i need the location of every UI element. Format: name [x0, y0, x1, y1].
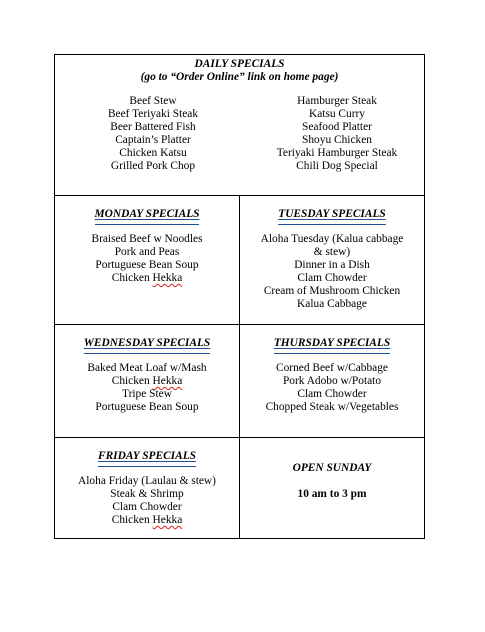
thursday-item: Pork Adobo w/Potato: [282, 375, 382, 387]
wednesday-heading: WEDNESDAY SPECIALS: [83, 337, 211, 349]
daily-item: Beef Teriyaki Steak: [107, 108, 199, 120]
wednesday-item: Baked Meat Loaf w/Mash: [87, 362, 207, 374]
monday-item: Portuguese Bean Soup: [95, 259, 199, 271]
spellcheck-mark: Hekka: [152, 272, 183, 284]
daily-specials-title: DAILY SPECIALS: [194, 58, 285, 70]
daily-item: Katsu Curry: [309, 108, 365, 120]
monday-specials-cell: [55, 196, 239, 324]
thursday-item: Corned Beef w/Cabbage: [276, 362, 388, 374]
spellcheck-mark: Hekka: [152, 375, 183, 387]
daily-list-right: [247, 95, 427, 173]
wednesday-item: Chicken Hekka: [111, 375, 183, 387]
monday-heading: MONDAY SPECIALS: [94, 208, 200, 220]
daily-specials-cell: [55, 55, 424, 196]
wednesday-list: [55, 362, 239, 414]
wednesday-item: Tripe Stew: [122, 388, 172, 400]
thursday-specials-cell: [240, 325, 424, 437]
specials-table: [54, 54, 425, 539]
monday-list: [55, 233, 239, 285]
daily-item: Hamburger Steak: [297, 95, 377, 107]
daily-item: Chili Dog Special: [296, 160, 378, 172]
sunday-hours: 10 am to 3 pm: [297, 488, 367, 500]
friday-item: Chicken Hekka: [111, 514, 183, 526]
open-sunday-label: OPEN SUNDAY: [292, 462, 372, 474]
tuesday-heading: TUESDAY SPECIALS: [278, 208, 386, 220]
friday-list: [55, 475, 239, 527]
monday-item: Chicken Hekka: [111, 272, 183, 284]
wednesday-item: Portuguese Bean Soup: [95, 401, 199, 413]
daily-item: Shoyu Chicken: [302, 134, 372, 146]
friday-heading: FRIDAY SPECIALS: [97, 450, 196, 462]
daily-specials-subtitle: (go to “Order Online” link on home page): [140, 71, 339, 83]
friday-item: Clam Chowder: [112, 501, 182, 513]
spellcheck-mark: Hekka: [152, 514, 183, 526]
daily-item: Grilled Pork Chop: [110, 160, 196, 172]
tuesday-item: Kalua Cabbage: [297, 298, 367, 310]
daily-item: Captain’s Platter: [115, 134, 191, 146]
sunday-cell: [240, 438, 424, 538]
daily-item: Teriyaki Hamburger Steak: [276, 147, 398, 159]
tuesday-item: Aloha Tuesday (Kalua cabbage: [260, 233, 404, 245]
daily-item: Chicken Katsu: [119, 147, 187, 159]
thursday-item: Clam Chowder: [297, 388, 367, 400]
thursday-heading: THURSDAY SPECIALS: [273, 337, 391, 349]
tuesday-item: Cream of Mushroom Chicken: [263, 285, 401, 297]
daily-list-left: [55, 95, 251, 173]
thursday-item: Chopped Steak w/Vegetables: [265, 401, 399, 413]
thursday-list: [240, 362, 424, 414]
daily-item: Seafood Platter: [302, 121, 372, 133]
friday-item: Aloha Friday (Laulau & stew): [78, 475, 216, 487]
daily-item: Beef Stew: [129, 95, 177, 107]
tuesday-list: [240, 233, 424, 311]
wednesday-specials-cell: [55, 325, 239, 437]
friday-item: Steak & Shrimp: [110, 488, 184, 500]
daily-item: Beer Battered Fish: [110, 121, 196, 133]
tuesday-item: Clam Chowder: [297, 272, 367, 284]
tuesday-item: & stew): [313, 246, 351, 258]
monday-item: Braised Beef w Noodles: [91, 233, 203, 245]
tuesday-specials-cell: [240, 196, 424, 324]
monday-item: Pork and Peas: [114, 246, 180, 258]
tuesday-item: Dinner in a Dish: [294, 259, 370, 271]
friday-specials-cell: [55, 438, 239, 538]
